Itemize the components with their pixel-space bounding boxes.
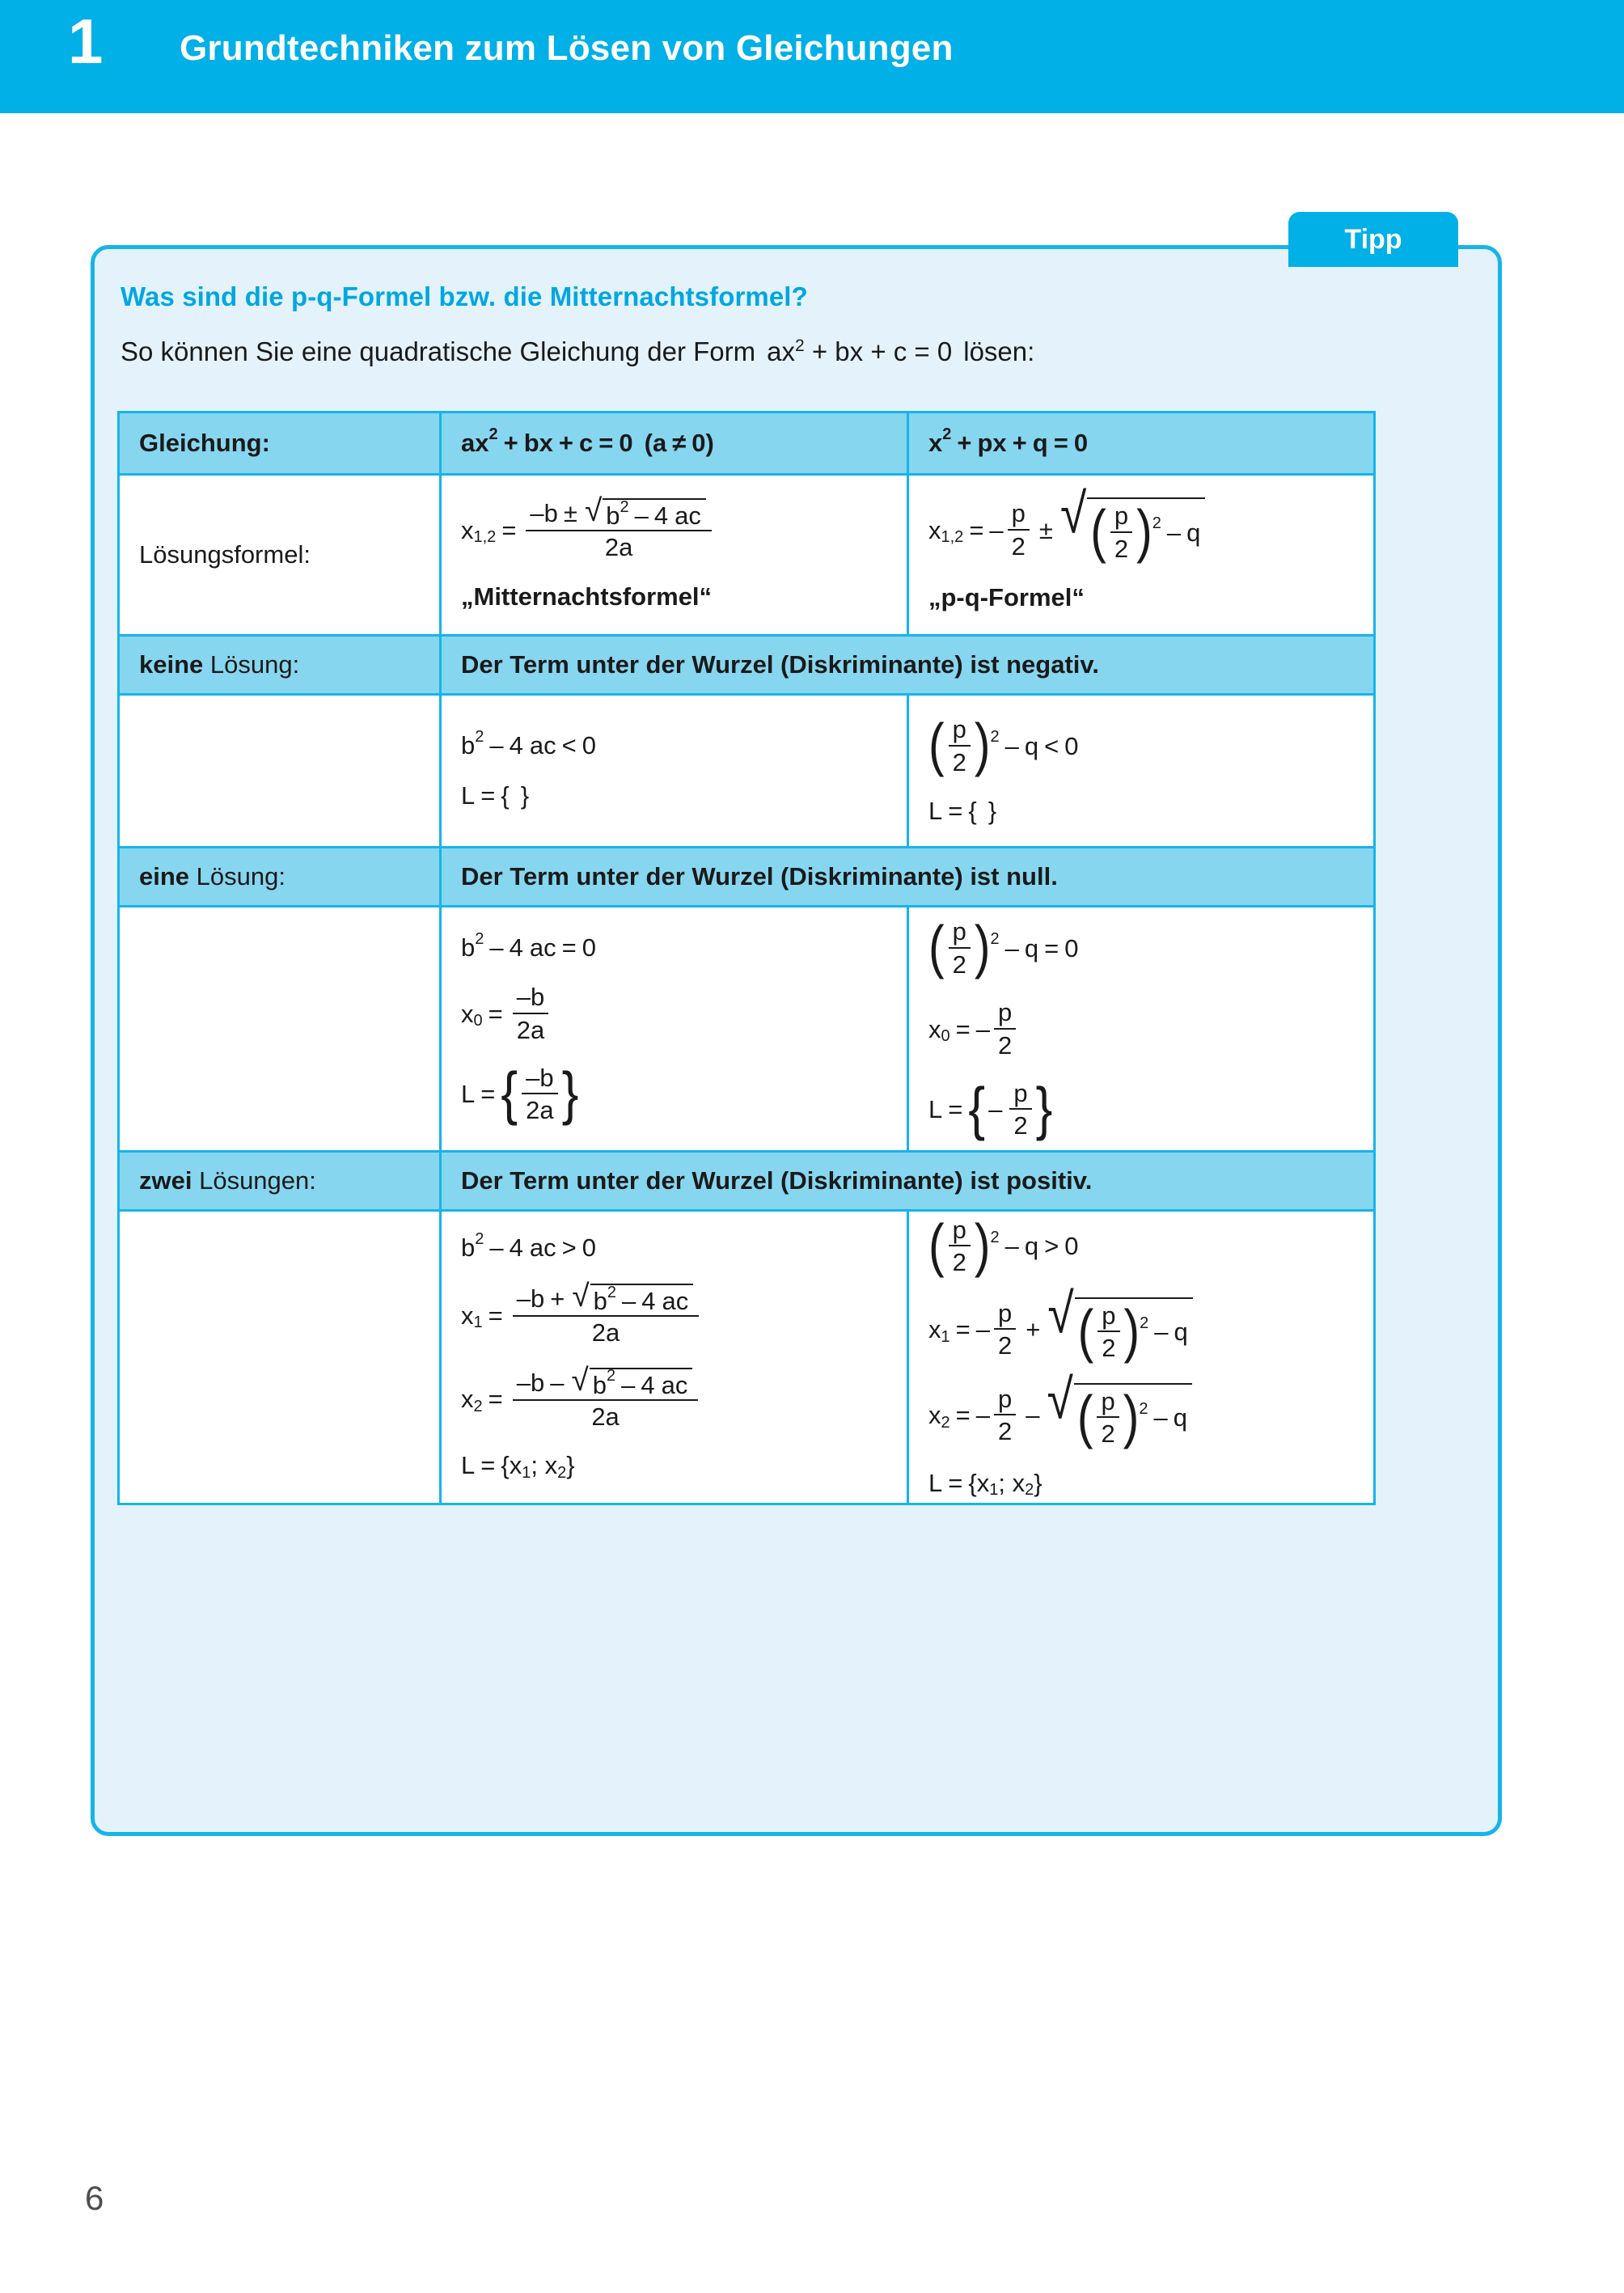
condition-two-solutions-general: b 2 – 4 ac > 0 [461,1229,596,1263]
root-x2-normal: x 2 = – $\frac{p}{2}$ – √ ( $\frac{p}{2}$ ) 2 – q [928,1383,1194,1448]
cell-empty-two-solutions [119,1211,441,1504]
mitternachtsformel-formula: x 1,2 = – b ± √ b 2 – 4 ac 2a [461,498,716,561]
solution-set-two-solutions-normal: L = { x 1 ; x 2 } [928,1468,1042,1500]
label-two-solutions [119,1152,441,1211]
cell-solution-formula-label [119,475,441,636]
radical-icon: √ [1047,1283,1074,1345]
page-header [0,0,1624,113]
root-x1-general: x 1 = – b + √ b 2 – 4 ac 2a [461,1284,703,1346]
solution-set-two-solutions-general: L = { x 1 ; x 2 } [461,1451,575,1482]
chapter-number: 1 [68,6,104,77]
band-no-solution [119,636,1375,695]
normal-equation: x 2 + p x + q = 0 [928,425,1089,457]
solution-set-no-solution-general: L = { } [461,781,530,810]
radical-icon: √ [1047,1369,1073,1431]
solution-set-no-solution-normal: L = { } [928,796,997,825]
intro-formula-exponent: 2 [795,336,805,355]
description-two-solutions: Der Term unter der Wurzel (Diskriminante) ist positiv. [441,1152,1375,1211]
intro-formula-rest: + bx + c = 0 [811,336,953,366]
solution-set-one-solution-general: L = { – b 2a } [461,1060,579,1127]
tipp-box [91,245,1502,1836]
label-no-solution-rest: Lösung: [203,650,300,679]
root-one-solution-general: x 0 = – b 2a [461,984,552,1043]
header-cell-label [119,412,441,475]
description-one-solution: Der Term unter der Wurzel (Diskriminante) ist null. [441,848,1375,907]
tipp-tab [1288,212,1458,267]
label-one-solution [119,848,441,907]
cell-empty-one-solution [119,907,441,1152]
cell-empty-no-solution [119,695,441,848]
cell-no-solution-general [441,695,908,848]
mitternachtsformel-name: „Mitternachtsformel“ [461,582,713,611]
condition-no-solution-general: b 2 – 4 ac < 0 [461,727,596,759]
description-no-solution: Der Term unter der Wurzel (Diskriminante) ist negativ. [441,636,1375,695]
label-two-solutions-bold: zwei [139,1166,192,1195]
condition-no-solution-normal: ( $\frac{p}{2}$ ) 2 – q < 0 [928,712,1079,778]
table-row-one-solution-content [119,907,1375,1152]
header-cell-general [441,412,908,475]
root-one-solution-normal: x 0 = – $\frac{p}{2}$ [928,999,1020,1059]
cell-pq-formel [908,475,1375,636]
intro-formula-base: ax [767,336,795,366]
cell-two-solutions-general [441,1211,908,1504]
cell-two-solutions-normal [908,1211,1375,1504]
condition-one-solution-general: b 2 – 4 ac = 0 [461,929,596,962]
table-row-no-solution-content [119,695,1375,848]
box-heading: Was sind die p-q-Formel bzw. die Mitternachtsformel? [121,281,808,311]
label-one-solution-rest: Lösung: [189,862,285,891]
radical-icon: √ [1059,483,1087,545]
label-one-solution-bold: eine [139,862,190,891]
label-no-solution-bold: keine [139,650,204,679]
root-x2-general: x 2 = – b – √ b 2 – 4 ac 2a [461,1368,702,1430]
radical-icon: √ [571,1362,589,1398]
solution-formula-label-text: Lösungsformel: [139,540,311,569]
tipp-tab-label: Tipp [1344,223,1402,255]
pq-formel-name: „p-q-Formel“ [928,582,1085,611]
general-equation: a x 2 + b x + c = 0 ( a ≠ 0 ) [461,425,714,457]
table-row-solution-formula [119,475,1375,636]
root-x1-normal: x 1 = – $\frac{p}{2}$ + √ ( $\frac{p}{2}$ ) 2 – q [928,1297,1195,1362]
label-no-solution [119,636,441,695]
page-number: 6 [85,2179,104,2217]
header-cell-normal [908,412,1375,475]
intro-text-lead: So können Sie eine quadratische Gleichung der Form [121,336,756,366]
radical-icon: √ [584,493,603,529]
cell-one-solution-general [441,907,908,1152]
band-one-solution [119,848,1375,907]
condition-two-solutions-normal: ( $\frac{p}{2}$ ) 2 – q > 0 [928,1212,1079,1279]
band-two-solutions [119,1152,1375,1211]
intro-text-trail: lösen: [963,336,1035,366]
condition-one-solution-normal: ( $\frac{p}{2}$ ) 2 – q = 0 [928,914,1079,980]
header-label-text: Gleichung: [139,429,270,457]
formula-table [117,411,1376,1505]
cell-one-solution-normal [908,907,1375,1152]
cell-mitternachtsformel [441,475,908,636]
table-row-two-solutions-content [119,1211,1375,1504]
solution-set-one-solution-normal: L = { – $\frac{p}{2}$ } [928,1076,1053,1142]
table-header-row [119,412,1375,475]
label-two-solutions-rest: Lösungen: [192,1166,316,1195]
radical-icon: √ [572,1279,590,1314]
cell-no-solution-normal [908,695,1375,848]
chapter-title: Grundtechniken zum Lösen von Gleichungen [180,28,954,68]
pq-formel-formula: x 1,2 = – $\frac{p}{2}$ ± √ ( $\frac{p}{2}$ ) 2 – q [928,497,1207,562]
not-equal-icon: ≠ [672,429,687,457]
box-intro [121,336,1034,367]
